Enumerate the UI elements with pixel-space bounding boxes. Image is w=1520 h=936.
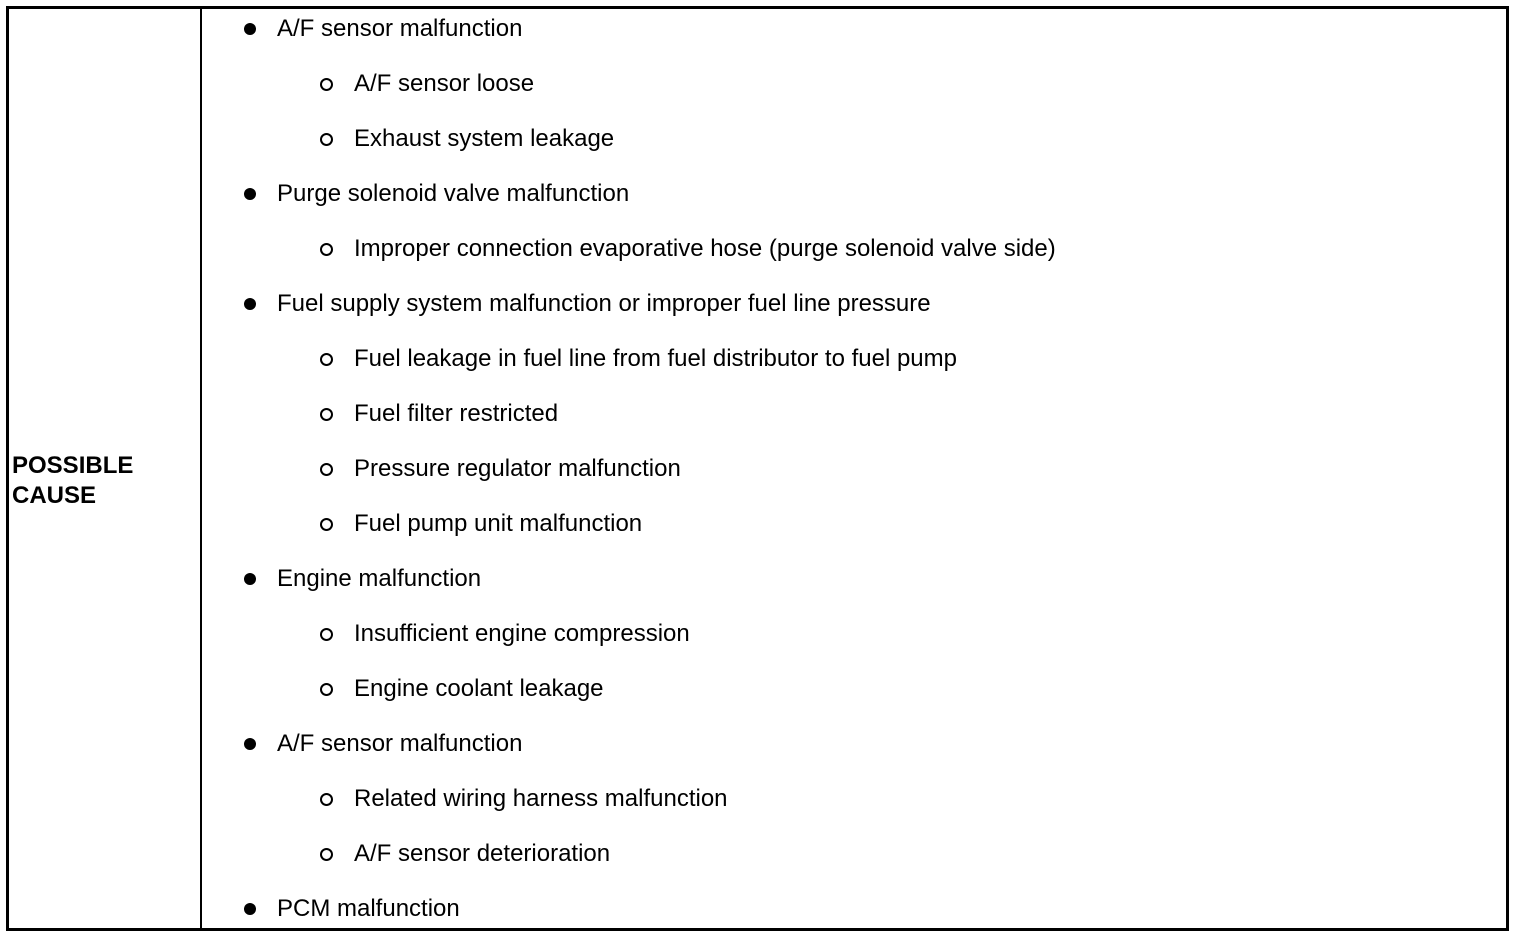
cause-item	[244, 174, 629, 214]
label-line-2: CAUSE	[12, 482, 97, 509]
hollow-bullet-icon	[320, 848, 333, 861]
cause-text: Engine coolant leakage	[354, 675, 604, 702]
cause-item	[244, 9, 522, 49]
filled-bullet-icon	[244, 738, 256, 750]
cause-text: Fuel filter restricted	[354, 400, 559, 427]
filled-bullet-icon	[244, 188, 256, 200]
cause-text: PCM malfunction	[277, 895, 460, 922]
hollow-bullet-icon	[320, 243, 333, 256]
cause-subitem	[320, 229, 1056, 269]
cause-text: Engine malfunction	[277, 565, 482, 592]
cause-item	[244, 284, 931, 324]
cause-item	[244, 559, 481, 599]
cause-text: Fuel supply system malfunction or improper fuel line pressure	[277, 290, 931, 317]
cause-text: Fuel leakage in fuel line from fuel distributor to fuel pump	[354, 345, 957, 372]
hollow-bullet-icon	[320, 133, 333, 146]
cause-text: A/F sensor malfunction	[277, 730, 523, 757]
filled-bullet-icon	[244, 573, 256, 585]
hollow-bullet-icon	[320, 793, 333, 806]
hollow-bullet-icon	[320, 518, 333, 531]
cause-subitem	[320, 614, 690, 654]
cause-text: A/F sensor deterioration	[354, 840, 611, 867]
hollow-bullet-icon	[320, 78, 333, 91]
filled-bullet-icon	[244, 23, 256, 35]
hollow-bullet-icon	[320, 408, 333, 421]
cause-text: Fuel pump unit malfunction	[354, 510, 643, 537]
cause-item	[244, 889, 460, 929]
hollow-bullet-icon	[320, 628, 333, 641]
cause-text: Improper connection evaporative hose (purge solenoid valve side)	[354, 235, 1056, 262]
possible-cause-label	[12, 451, 133, 511]
cause-list	[202, 9, 1506, 928]
cause-subitem	[320, 449, 681, 489]
cause-subitem	[320, 669, 604, 709]
filled-bullet-icon	[244, 298, 256, 310]
cause-subitem	[320, 504, 642, 544]
cause-subitem	[320, 834, 610, 874]
cause-text: Exhaust system leakage	[354, 125, 615, 152]
possible-cause-table	[6, 6, 1509, 931]
label-line-1: POSSIBLE	[12, 452, 134, 479]
cause-subitem	[320, 779, 728, 819]
cause-text: Related wiring harness malfunction	[354, 785, 728, 812]
cause-subitem	[320, 339, 957, 379]
cause-subitem	[320, 394, 558, 434]
cause-text: A/F sensor loose	[354, 70, 535, 97]
hollow-bullet-icon	[320, 463, 333, 476]
hollow-bullet-icon	[320, 353, 333, 366]
cause-text: Insufficient engine compression	[354, 620, 690, 647]
cause-text: Pressure regulator malfunction	[354, 455, 681, 482]
cause-text: Purge solenoid valve malfunction	[277, 180, 630, 207]
filled-bullet-icon	[244, 903, 256, 915]
cause-item	[244, 724, 522, 764]
cause-text: A/F sensor malfunction	[277, 15, 523, 42]
cause-subitem	[320, 64, 534, 104]
label-cell	[9, 9, 202, 928]
cause-subitem	[320, 119, 614, 159]
hollow-bullet-icon	[320, 683, 333, 696]
